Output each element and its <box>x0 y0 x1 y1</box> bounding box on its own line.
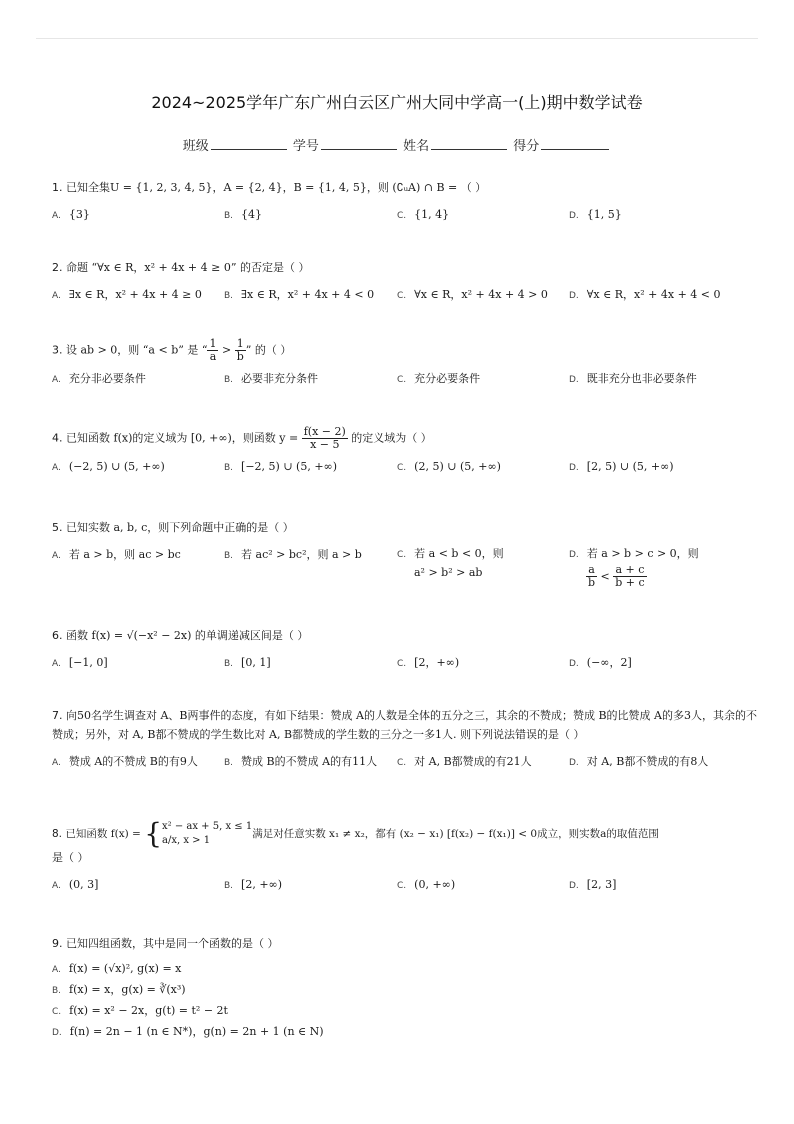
option-d[interactable]: D. 若 a > b > c > 0，则 $\frac{a}{b}$ < $\frac{a + c}{b + c}$ <box>569 547 699 589</box>
field-name-label: 姓名 <box>403 139 430 154</box>
option-c[interactable]: C. 充分必要条件 <box>397 372 481 385</box>
option-c[interactable]: C. (0, +∞) <box>397 878 456 891</box>
question-number: 5. <box>52 521 63 534</box>
fraction-1-over-a: $\frac{1}{a}$ <box>209 337 217 363</box>
option-a[interactable]: A. 若 a > b，则 ac > bc <box>52 548 181 561</box>
question-7 <box>52 706 762 774</box>
options-row <box>52 205 762 227</box>
options-row <box>52 285 762 307</box>
question-stem: 已知实数 a, b, c，则下列命题中正确的是（ ） <box>66 521 294 534</box>
option-d[interactable]: D. (−∞，2] <box>569 656 632 669</box>
options-row <box>52 875 762 897</box>
option-b[interactable]: B. {4} <box>224 208 263 221</box>
option-b[interactable]: B. [0, 1] <box>224 656 271 669</box>
question-stem: 已知四组函数，其中是同一个函数的是（ ） <box>66 937 279 950</box>
question-stem: 命题 “∀x ∈ R，x² + 4x + 4 ≥ 0” 的否定是（ ） <box>66 261 310 274</box>
option-c[interactable]: C. ∀x ∈ R，x² + 4x + 4 > 0 <box>397 288 548 301</box>
question-number: 2. <box>52 261 63 274</box>
question-stem: 函数 f(x) = √(−x² − 2x) 的单调递减区间是（ ） <box>66 629 309 642</box>
question-stem-line2: 是（ ） <box>52 851 89 864</box>
option-a[interactable]: A. (0, 3] <box>52 878 99 891</box>
question-stem: 向50名学生调查对 A、B两事件的态度，有如下结果：赞成 A的人数是全体的五分之三，其余的不赞成；赞成 B的比赞成 A的多3人，其余的不赞成；另外，对 A, B都不赞成的学生数比对 A, B都赞成的学生数的三分之一多1人. 则下列说法错误的是（ ） <box>52 709 757 741</box>
question-1 <box>52 178 762 227</box>
options-row <box>52 369 762 391</box>
option-c[interactable]: C. 对 A, B都赞成的有21人 <box>397 755 532 768</box>
question-stem-pre: 设 ab > 0，则 “a < b” 是 “ <box>66 343 208 357</box>
fraction-domain: $\frac{f(x - 2)}{x - 5}$ <box>303 425 346 451</box>
options-row <box>52 457 762 479</box>
field-name-blank[interactable] <box>431 137 507 150</box>
option-a[interactable]: A. 充分非必要条件 <box>52 372 146 385</box>
question-stem: 已知全集U = {1, 2, 3, 4, 5}，A = {2, 4}，B = {1, 4, 5}，则 (∁ᵤA) ∩ B = （ ） <box>66 181 487 194</box>
option-a[interactable]: A. (−2, 5) ∪ (5, +∞) <box>52 460 165 473</box>
question-stem-post: ” 的（ ） <box>245 343 292 357</box>
options-column <box>52 959 762 1043</box>
field-id-label: 学号 <box>292 139 319 154</box>
option-d[interactable]: D. f(n) = 2n − 1 (n ∈ N*)，g(n) = 2n + 1 (n ∈ N) <box>52 1025 324 1038</box>
question-number: 1. <box>52 181 63 194</box>
question-number: 3. <box>52 343 63 357</box>
question-6 <box>52 626 762 675</box>
options-row <box>52 545 762 589</box>
option-a[interactable]: A. f(x) = (√x)², g(x) = x <box>52 962 182 975</box>
option-b[interactable]: B. [−2, 5) ∪ (5, +∞) <box>224 460 338 473</box>
option-d[interactable]: D. 既非充分也非必要条件 <box>569 372 697 385</box>
option-b[interactable]: B. f(x) = x，g(x) = ∛(x³) <box>52 983 186 996</box>
option-d[interactable]: D. 对 A, B都不赞成的有8人 <box>569 755 709 768</box>
question-8 <box>52 817 762 897</box>
question-number: 4. <box>52 431 63 445</box>
question-number: 9. <box>52 937 63 950</box>
option-c[interactable]: C. [2，+∞) <box>397 656 460 669</box>
option-c[interactable]: C. (2, 5) ∪ (5, +∞) <box>397 460 501 473</box>
option-b[interactable]: B. [2, +∞) <box>224 878 283 891</box>
options-row <box>52 653 762 675</box>
option-d[interactable]: D. [2, 3] <box>569 878 617 891</box>
student-info-line <box>0 135 794 154</box>
top-divider <box>36 38 758 39</box>
question-stem-post: 的定义域为（ ） <box>347 431 432 445</box>
option-c[interactable]: C. 若 a < b < 0，则 a² > b² > ab <box>397 547 504 579</box>
field-class-label: 班级 <box>182 139 209 154</box>
option-b[interactable]: B. 赞成 B的不赞成 A的有11人 <box>224 755 378 768</box>
option-a[interactable]: A. 赞成 A的不赞成 B的有9人 <box>52 755 198 768</box>
option-b[interactable]: B. 必要非充分条件 <box>224 372 319 385</box>
question-2 <box>52 258 762 307</box>
question-number: 6. <box>52 629 63 642</box>
field-score-label: 得分 <box>513 139 540 154</box>
option-c[interactable]: C. f(x) = x² − 2x，g(t) = t² − 2t <box>52 1004 228 1017</box>
option-d[interactable]: D. ∀x ∈ R，x² + 4x + 4 < 0 <box>569 288 721 301</box>
option-c[interactable]: C. {1, 4} <box>397 208 450 221</box>
piecewise-definition: x² − ax + 5, x ≤ 1 a/x, x > 1 <box>162 821 253 846</box>
option-d[interactable]: D. {1, 5} <box>569 208 622 221</box>
option-a[interactable]: A. [−1, 0] <box>52 656 108 669</box>
options-row <box>52 752 762 774</box>
option-b[interactable]: B. 若 ac² > bc²，则 a > b <box>224 548 362 561</box>
option-d[interactable]: D. [2, 5) ∪ (5, +∞) <box>569 460 674 473</box>
question-3: 3. 设 ab > 0，则 “a < b” 是 “ $\frac{1}{a}$ > $\frac{1}{b}$ ” 的（ ） A. 充分非必要条件 B. 必要非充分条件 C. 充分必要条件 D. 既非充分也非必要条件 <box>52 338 762 391</box>
question-stem-pre: 已知函数 f(x)的定义域为 [0, +∞)，则函数 y = <box>66 431 302 445</box>
page-title: 2024~2025学年广东广州白云区广州大同中学高一(上)期中数学试卷 <box>151 93 643 112</box>
question-9 <box>52 934 762 1043</box>
question-stem-pre: 已知函数 f(x) = <box>65 828 145 840</box>
field-score-blank[interactable] <box>541 137 609 150</box>
option-b[interactable]: B. ∃x ∈ R，x² + 4x + 4 < 0 <box>224 288 375 301</box>
option-a[interactable]: A. ∃x ∈ R，x² + 4x + 4 ≥ 0 <box>52 288 202 301</box>
left-brace: { <box>144 817 163 850</box>
question-stem-post: 满足对任意实数 x₁ ≠ x₂，都有 (x₂ − x₁) [f(x₂) − f(x₁)] < 0成立，则实数a的取值范围 <box>252 828 659 840</box>
fraction-1-over-b: $\frac{1}{b}$ <box>236 337 244 363</box>
question-number: 7. <box>52 709 63 722</box>
question-5 <box>52 518 762 589</box>
option-a[interactable]: A. {3} <box>52 208 90 221</box>
field-id-blank[interactable] <box>321 137 397 150</box>
question-number: 8. <box>52 828 63 840</box>
field-class-blank[interactable] <box>211 137 287 150</box>
question-4 <box>52 426 762 479</box>
